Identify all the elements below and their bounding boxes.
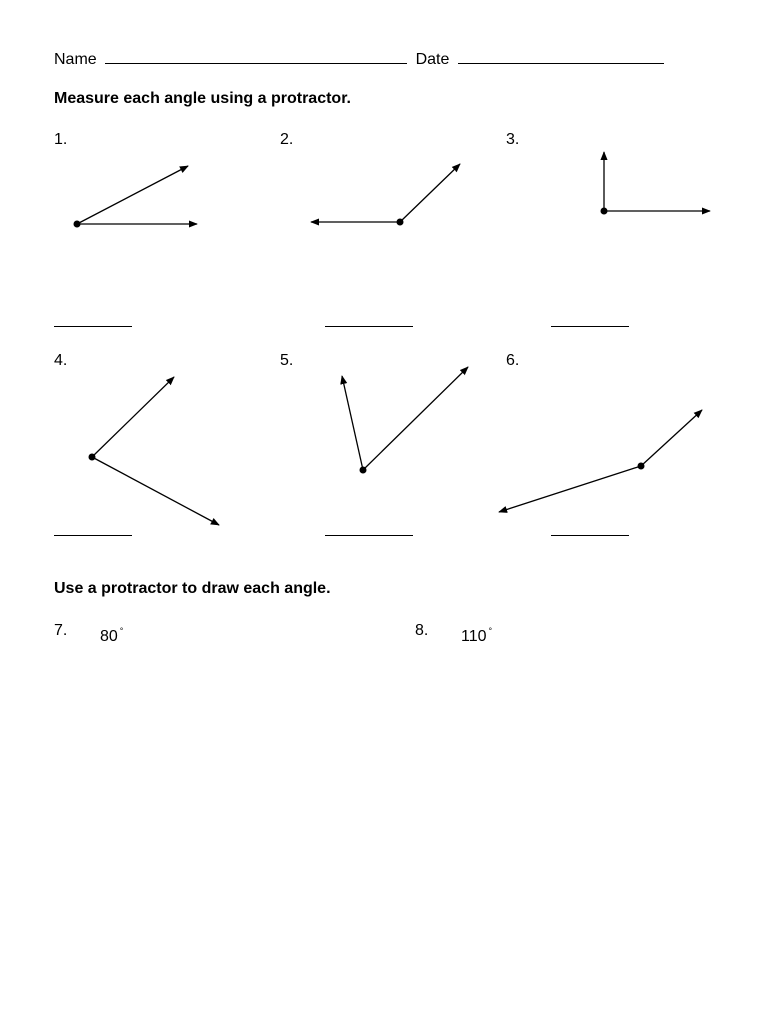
drawing-area-7[interactable] — [54, 650, 394, 990]
degree-symbol: ° — [488, 626, 493, 636]
ray — [363, 367, 468, 470]
name-label: Name — [54, 51, 97, 68]
vertex-dot — [360, 467, 367, 474]
problem-number-6: 6. — [506, 352, 520, 369]
ray — [92, 457, 219, 525]
problem-8-angle — [461, 622, 492, 646]
angle-value: 110 — [461, 628, 487, 645]
angle-figure-4 — [89, 377, 220, 525]
draw-section-title: Use a protractor to draw each angle. — [54, 580, 331, 597]
date-label: Date — [415, 51, 450, 68]
problem-number-5: 5. — [280, 352, 294, 369]
vertex-dot — [397, 219, 404, 226]
measure-section-title: Measure each angle using a protractor. — [54, 90, 351, 107]
angle-figure-1 — [74, 166, 198, 228]
angle-value: 80 — [100, 628, 118, 645]
problem-7-angle — [100, 622, 123, 646]
ray — [400, 164, 460, 222]
ray — [499, 466, 641, 512]
problem-number-8: 8. — [415, 622, 429, 639]
angle-figure-3 — [601, 152, 711, 215]
drawing-area-8[interactable] — [415, 650, 735, 990]
ray — [641, 410, 702, 466]
vertex-dot — [638, 463, 645, 470]
vertex-dot — [74, 221, 81, 228]
ray — [92, 377, 174, 457]
problem-number-1: 1. — [54, 131, 68, 148]
problem-number-7: 7. — [54, 622, 68, 639]
problem-number-4: 4. — [54, 352, 68, 369]
problem-number-3: 3. — [506, 131, 520, 148]
problem-number-2: 2. — [280, 131, 294, 148]
vertex-dot — [89, 454, 96, 461]
vertex-dot — [601, 208, 608, 215]
ray — [77, 166, 188, 224]
degree-symbol: ° — [119, 626, 124, 636]
angle-figure-5 — [342, 367, 468, 474]
angle-figure-6 — [499, 410, 702, 512]
angle-figure-2 — [311, 164, 460, 226]
ray — [342, 376, 363, 470]
